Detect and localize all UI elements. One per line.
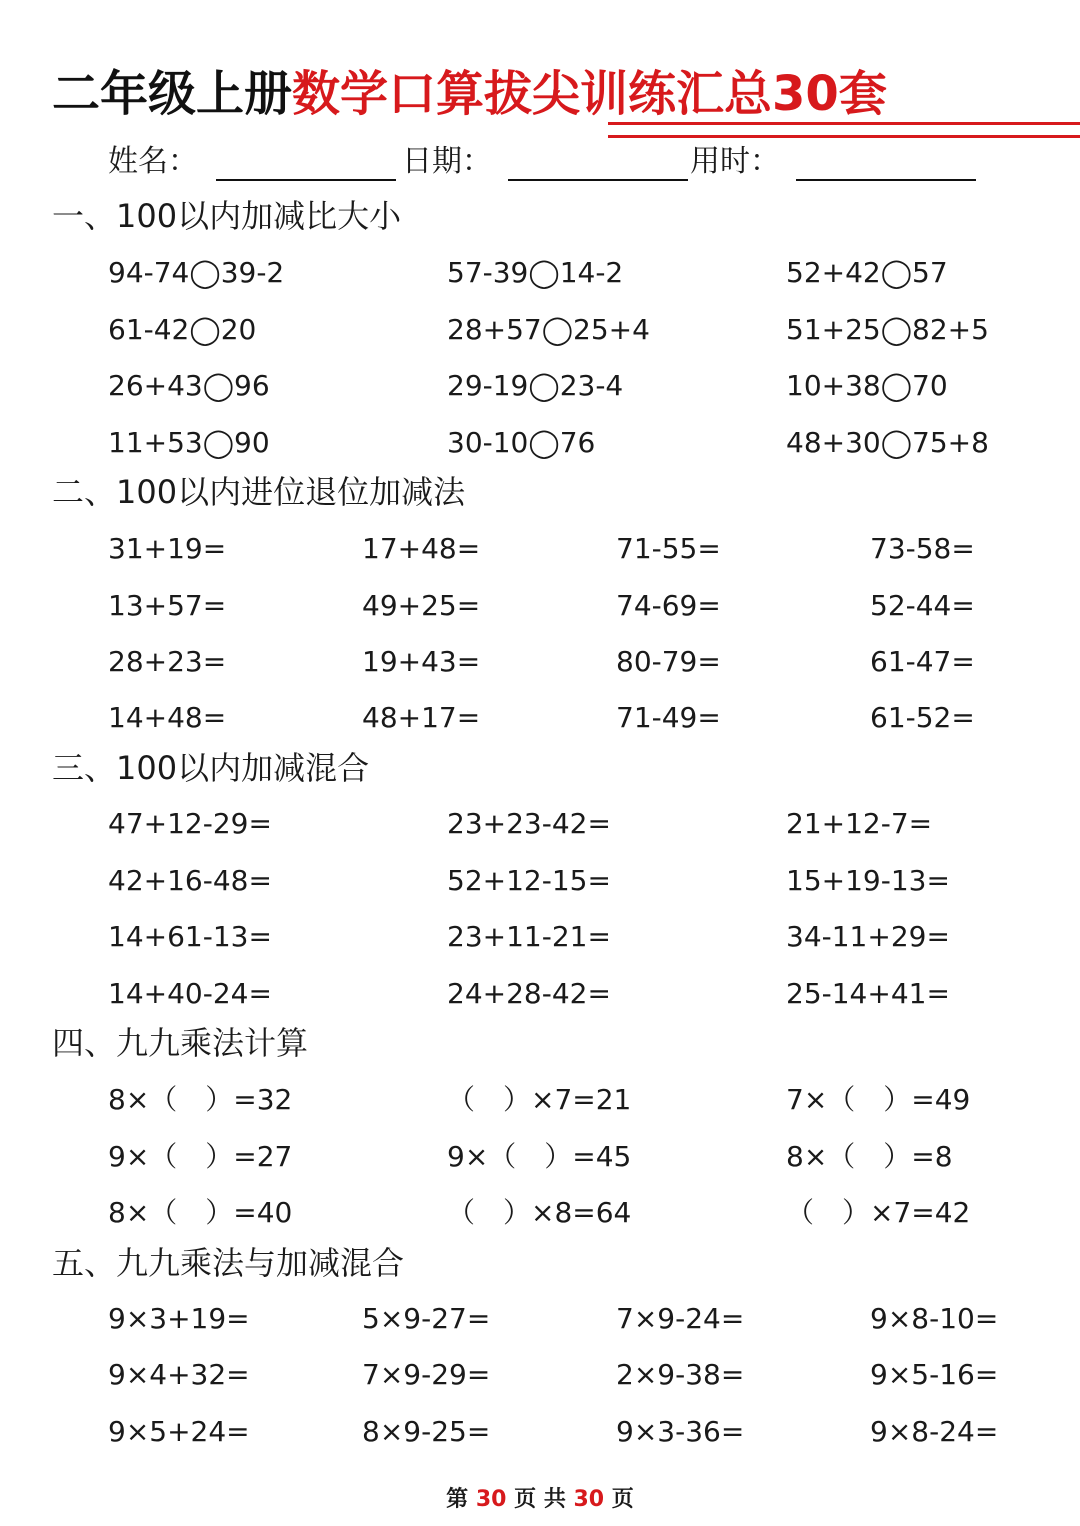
problem: 51+25◯82+5 xyxy=(786,313,989,346)
section-heading: 三、100以内加减混合 xyxy=(52,749,370,787)
problem: 9×5+24= xyxy=(108,1415,250,1448)
problem: 14+40-24= xyxy=(108,977,272,1010)
problem: 94-74◯39-2 xyxy=(108,256,285,289)
problem: 13+57= xyxy=(108,589,227,622)
date-blank[interactable] xyxy=(508,179,688,181)
problem: 52-44= xyxy=(870,589,975,622)
footer-text: 页 xyxy=(611,1487,634,1512)
problem: 26+43◯96 xyxy=(108,369,270,402)
problem: 28+23= xyxy=(108,645,227,678)
problem: 61-52= xyxy=(870,701,975,734)
problem: 17+48= xyxy=(362,532,481,565)
problem: 52+12-15= xyxy=(447,864,611,897)
title-subject: 数学口算拔尖训练汇总30套 xyxy=(292,66,887,122)
problem: 9×5-16= xyxy=(870,1358,999,1391)
section-heading: 五、九九乘法与加减混合 xyxy=(52,1244,405,1282)
problem: 9×3-36= xyxy=(616,1415,745,1448)
problem: 9×8-24= xyxy=(870,1415,999,1448)
problem: 9×4+32= xyxy=(108,1358,250,1391)
problem: 19+43= xyxy=(362,645,481,678)
problem: 61-47= xyxy=(870,645,975,678)
problem: 23+11-21= xyxy=(447,920,611,953)
problem: 31+19= xyxy=(108,532,227,565)
page-title xyxy=(52,58,1052,138)
problem: 11+53◯90 xyxy=(108,426,270,459)
problem: 10+38◯70 xyxy=(786,369,948,402)
problem: 57-39◯14-2 xyxy=(447,256,624,289)
name-blank[interactable] xyxy=(216,179,396,181)
section-heading: 二、100以内进位退位加减法 xyxy=(52,473,466,511)
problem: 7×9-29= xyxy=(362,1358,491,1391)
problem: 23+23-42= xyxy=(447,807,611,840)
title-double-underline xyxy=(608,122,1080,138)
problem: 15+19-13= xyxy=(786,864,950,897)
problem: 48+30◯75+8 xyxy=(786,426,989,459)
date-label: 日期： xyxy=(402,144,492,179)
problem: （ ）×8=64 xyxy=(447,1196,632,1229)
problem: 71-55= xyxy=(616,532,721,565)
problem: 24+28-42= xyxy=(447,977,611,1010)
problem: 21+12-7= xyxy=(786,807,933,840)
section-heading: 一、100以内加减比大小 xyxy=(52,197,402,235)
problem: 7×9-24= xyxy=(616,1302,745,1335)
problem: 71-49= xyxy=(616,701,721,734)
page-footer xyxy=(0,1482,1080,1518)
problem: 48+17= xyxy=(362,701,481,734)
footer-text: 第 xyxy=(446,1487,469,1512)
current-page-number: 30 xyxy=(475,1487,507,1512)
problem: 8×（ ）=32 xyxy=(108,1083,293,1116)
problem: 52+42◯57 xyxy=(786,256,948,289)
problem: 30-10◯76 xyxy=(447,426,596,459)
problem: 28+57◯25+4 xyxy=(447,313,650,346)
problem: 9×（ ）=45 xyxy=(447,1140,632,1173)
problem: 8×（ ）=40 xyxy=(108,1196,293,1229)
problem: 73-58= xyxy=(870,532,975,565)
problem: 9×（ ）=27 xyxy=(108,1140,293,1173)
problem: 29-19◯23-4 xyxy=(447,369,624,402)
problem: 7×（ ）=49 xyxy=(786,1083,971,1116)
time-label: 用时： xyxy=(690,144,780,179)
time-blank[interactable] xyxy=(796,179,976,181)
problem: 74-69= xyxy=(616,589,721,622)
problem: 8×（ ）=8 xyxy=(786,1140,953,1173)
problem: 34-11+29= xyxy=(786,920,950,953)
problem: 14+48= xyxy=(108,701,227,734)
problem: 8×9-25= xyxy=(362,1415,491,1448)
footer-text: 页 共 xyxy=(514,1487,566,1512)
problem: 5×9-27= xyxy=(362,1302,491,1335)
problem: 2×9-38= xyxy=(616,1358,745,1391)
problem: 80-79= xyxy=(616,645,721,678)
problem: 9×3+19= xyxy=(108,1302,250,1335)
title-grade: 二年级上册 xyxy=(52,66,293,122)
problem: （ ）×7=42 xyxy=(786,1196,971,1229)
name-label: 姓名： xyxy=(108,144,198,179)
problem: 9×8-10= xyxy=(870,1302,999,1335)
section-heading: 四、九九乘法计算 xyxy=(52,1024,309,1062)
problem: 61-42◯20 xyxy=(108,313,257,346)
problem: 25-14+41= xyxy=(786,977,950,1010)
problem: 42+16-48= xyxy=(108,864,272,897)
problem: 47+12-29= xyxy=(108,807,272,840)
problem: 14+61-13= xyxy=(108,920,272,953)
problem: 49+25= xyxy=(362,589,481,622)
problem: （ ）×7=21 xyxy=(447,1083,632,1116)
total-pages-number: 30 xyxy=(573,1487,605,1512)
